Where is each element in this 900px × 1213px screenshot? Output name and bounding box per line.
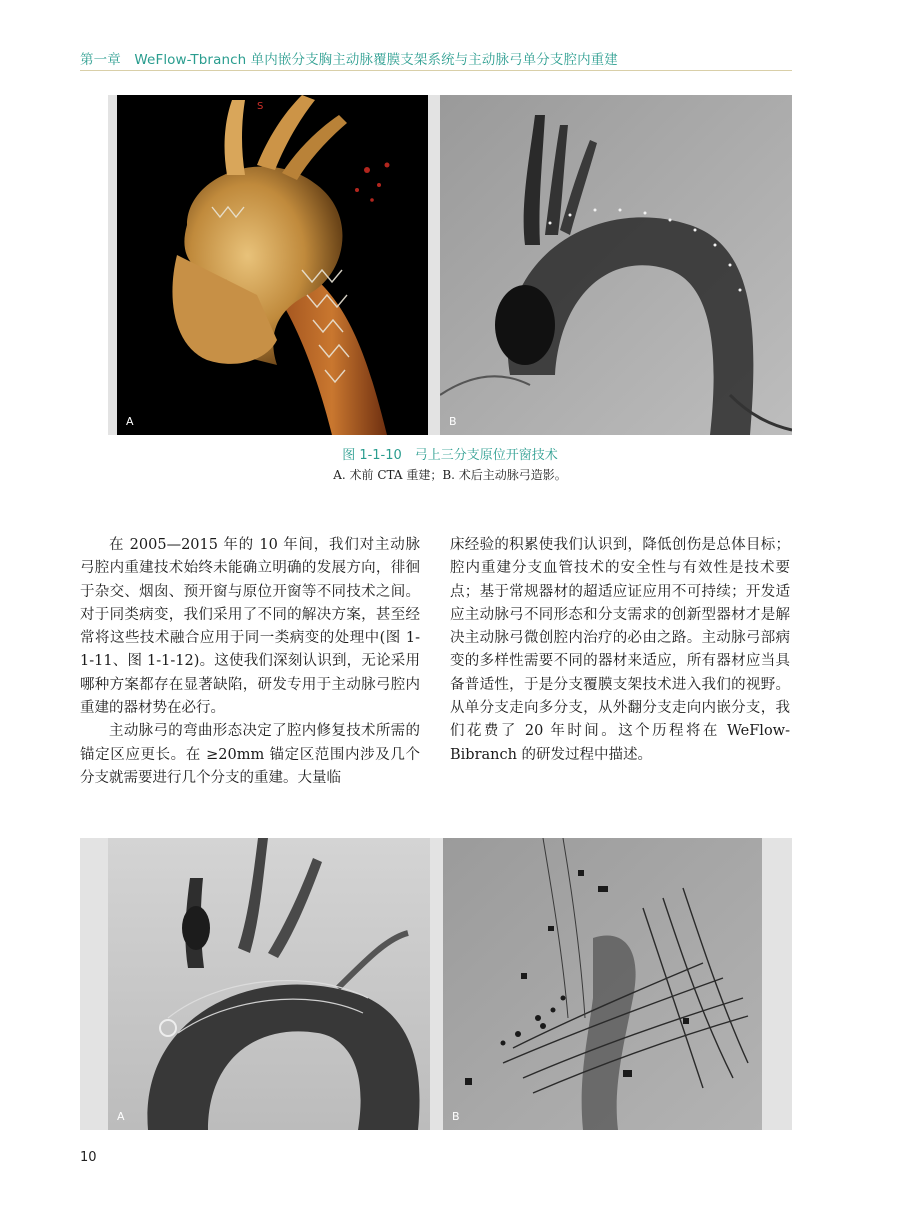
svg-text:S: S [257,101,264,112]
header-rule [80,70,792,71]
figure-bottom-image-b-fluoroscopy [443,838,762,1130]
body-column-right [450,534,790,767]
figure-bottom-panel-a-label: A [117,1110,125,1123]
figure-top-panel-a-label: A [126,415,134,428]
paragraph: 床经验的积累使我们认识到，降低创伤是总体目标；腔内重建分支血管技术的安全性与有效性是技术要点；基于常规器材的超适应证应用不可持续；开发适应主动脉弓不同形态和分支需求的创新型器材才是解决主动脉弓微创腔内治疗的必由之路。主动脉弓部病变的多样性需要不同的器材来适应，所有器材应当具备普适性，于是分支覆膜支架技术进入我们的视野。从单分支走向多分支，从外翻分支走向内嵌分支，我们花费了 20 年时间。这个历程将在 WeFlow-Bibranch 的研发过程中描述。 [450,537,790,763]
figure-top-image-b-aortic-arch-angiography [440,95,792,435]
paragraph: 主动脉弓的弯曲形态决定了腔内修复技术所需的锚定区应更长。在 ≥20mm 锚定区范围内涉及几个分支就需要进行几个分支的重建。大量临 [80,723,420,786]
page-number: 10 [80,1150,97,1165]
running-header: 第一章 WeFlow-Tbranch 单内嵌分支胸主动脉覆膜支架系统与主动脉弓单分支腔内重建 [80,52,618,68]
body-column-left [80,534,420,790]
figure-top-image-a-cta-reconstruction [117,95,428,435]
figure-top-caption: A. 术前 CTA 重建；B. 术后主动脉弓造影。 [333,468,567,482]
figure-bottom-panel-b-label: B [452,1110,460,1123]
figure-top-title: 图 1-1-10 弓上三分支原位开窗技术 [342,448,558,463]
paragraph: 在 2005—2015 年的 10 年间，我们对主动脉弓腔内重建技术始终未能确立明确的发展方向，徘徊于杂交、烟囱、预开窗与原位开窗等不同技术之间。对于同类病变，我们采用了不同的解决方案，甚至经常将这些技术融合应用于同一类病变的处理中(图 1-1-11、图 1-1-12)。这使我们深刻认识到，无论采用哪种方案都存在显著缺陷，研发专用于主动脉弓腔内重建的器材势在必行。 [80,537,420,717]
figure-bottom-image-a-angiography [108,838,430,1130]
figure-top-panel-b-label: B [449,415,457,428]
